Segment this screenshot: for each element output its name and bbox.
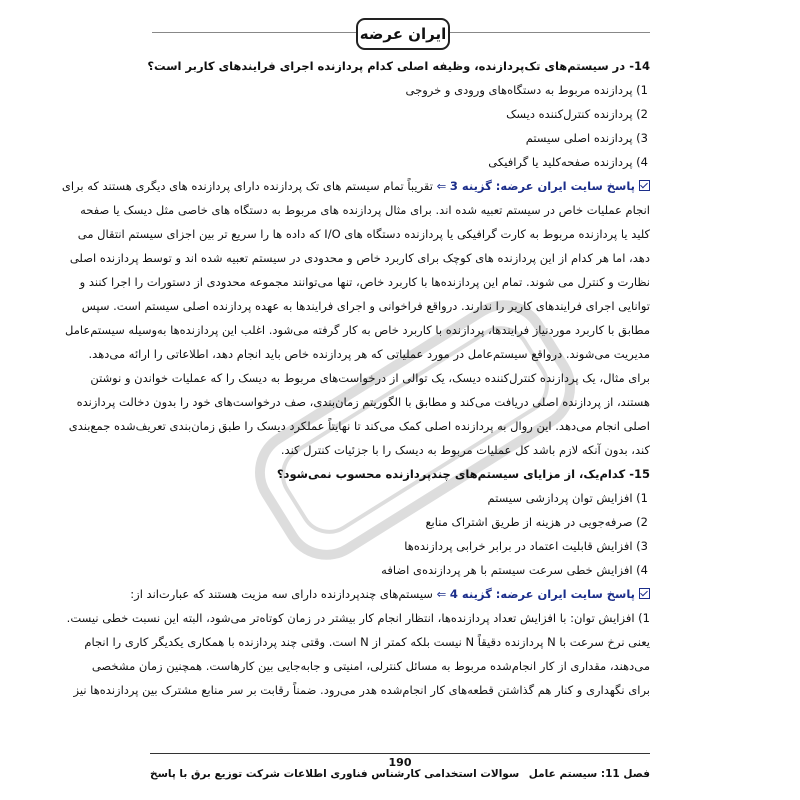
question-title: 14- در سیستم‌های تک‌پردازنده، وظیفه اصلی کدام پردازنده اجرای فرایندهای کاربر است؟ xyxy=(147,59,650,73)
checkbox-icon xyxy=(639,180,650,191)
body-line: دهد، اما هر کدام از این پردازنده های کوچک برای کاربرد خاص و محدودی در سیستم تعبیه شده اند و توسط پردازنده اصلی xyxy=(69,251,650,265)
answer-option: 3) افزایش قابلیت اعتماد در برابر خرابی پردازنده‌ها xyxy=(404,539,648,553)
body-line: کند، بدون آنکه لازم باشد کل عملیات مربوط به دیسک را با جزئیات کنترل کند. xyxy=(280,443,650,457)
body-line: یعنی نرخ سرعت با N پردازنده دقیقاً N نیست بلکه کمتر از N است. وقتی چند پردازنده با همکاری یکدیگر کاری را انجام xyxy=(84,635,650,649)
answer-text: سیستم‌های چندپردازنده دارای سه مزیت هستند که عبارت‌اند از: xyxy=(130,587,433,601)
question-title: 15- کدام‌یک، از مزایای سیستم‌های چندپردازنده محسوب نمی‌شود؟ xyxy=(276,467,650,481)
footer-book-title: سوالات استخدامی کارشناس فناوری اطلاعات شرکت توزیع برق با پاسخ xyxy=(150,768,520,780)
site-logo xyxy=(356,18,450,50)
page-number: 190 xyxy=(388,756,412,769)
logo-text: ایران عرضه xyxy=(359,25,447,43)
answer-option: 4) پردازنده صفحه‌کلید یا گرافیکی xyxy=(488,155,648,169)
answer-option: 2) صرفه‌جویی در هزینه از طریق اشتراک منابع xyxy=(425,515,648,529)
answer-option: 4) افزایش خطی سرعت سیستم با هر پردازنده‌ی اضافه xyxy=(381,563,648,577)
answer-option: 1) افزایش توان پردازشی سیستم xyxy=(487,491,648,505)
body-line: می‌دهند، مقداری از کار انجام‌شده مربوط به مسائل کنترلی، امنیتی و جابه‌جایی بین کارهاست. همچنین زمان مشخصی xyxy=(91,659,650,673)
answer-option: 2) پردازنده کنترل‌کننده دیسک xyxy=(506,107,648,121)
body-line: برای نگهداری و کنار هم گذاشتن قطعه‌های کار انجام‌شده هدر می‌رود. ضمناً رقابت بر سر منابع مشترک بین پردازنده‌ها نیز xyxy=(73,683,650,697)
document-body xyxy=(61,54,650,702)
body-line: مطابق با کاربرد موردنیاز فرایندها، پردازنده با کاربرد خاص به کار گرفته می‌شود. اغلب این پردازنده‌ها به‌وسیله سیستم‌عامل xyxy=(65,323,650,337)
answer-line xyxy=(130,582,650,606)
header-rule-right xyxy=(446,32,650,33)
body-line: برای مثال، یک پردازنده کنترل‌کننده دیسک، یک توالی از درخواست‌های مربوط به دیسک را که عملیات خواندن و نوشتن xyxy=(90,371,650,385)
body-line: توانایی اجرای فرایندهای کاربر را ندارند. درواقع فراخوانی و اجرای فرایندها به عهده پردازنده اصلی سیستم است. سپس xyxy=(81,299,650,313)
body-line: مدیریت می‌شوند. درواقع سیستم‌عامل در مورد عملیاتی که هر پردازنده خاص باید انجام دهد، اطلاعاتی را ارائه می‌دهد. xyxy=(88,347,650,361)
header-rule-left xyxy=(152,32,356,33)
answer-option: 1) پردازنده مربوط به دستگاه‌های ورودی و خروجی xyxy=(405,83,648,97)
header xyxy=(0,14,800,48)
body-line: اصلی انجام می‌دهد. این روال به پردازنده اصلی کمک می‌کند تا نهایتاً عملکرد دیسک را طبق زمان‌بندی تعریف‌شده جمع‌بندی xyxy=(68,419,650,433)
body-line: نظارت و کنترل می شوند. تمام این پردازنده‌ها با کاربرد خاص، تنها می‌توانند مجموعه محدودی از دستورات را اجرا کنند و xyxy=(79,275,650,289)
body-line: 1) افزایش توان: با افزایش تعداد پردازنده‌ها، انتظار انجام کار بیشتر در زمان کوتاه‌تر می‌شود، البته این نسبت خطی نیست. xyxy=(66,611,650,625)
body-line: کلید یا پردازنده مربوط به کارت گرافیکی یا پردازنده دستگاه های I/O که داده ها را سریع تر بین اجزای سیستم انتقال می xyxy=(77,227,650,241)
answer-heading: پاسخ سایت ایران عرضه: گزینه 4 xyxy=(449,587,635,601)
checkbox-icon xyxy=(639,588,650,599)
arrow-icon: ⇐ xyxy=(432,179,450,193)
answer-heading: پاسخ سایت ایران عرضه: گزینه 3 xyxy=(449,179,635,193)
footer-chapter: فصل 11: سیستم عامل xyxy=(528,768,650,780)
body-line: انجام عملیات خاص در سیستم تعبیه شده اند. برای مثال پردازنده های مربوط به دستگاه های خاصی مثل دیسک یا صفحه xyxy=(80,203,650,217)
body-line: هستند، از پردازنده اصلی دریافت می‌کند و مطابق با الگوریتم زمان‌بندی، صف درخواست‌های خود را بدون دخالت پردازنده xyxy=(76,395,650,409)
answer-line xyxy=(61,174,650,198)
footer xyxy=(150,768,650,784)
answer-text: تقریباً تمام سیستم های تک پردازنده دارای پردازنده های دیگری هستند که برای xyxy=(61,179,433,193)
footer-rule xyxy=(150,753,650,754)
arrow-icon: ⇐ xyxy=(432,587,450,601)
answer-option: 3) پردازنده اصلی سیستم xyxy=(525,131,648,145)
